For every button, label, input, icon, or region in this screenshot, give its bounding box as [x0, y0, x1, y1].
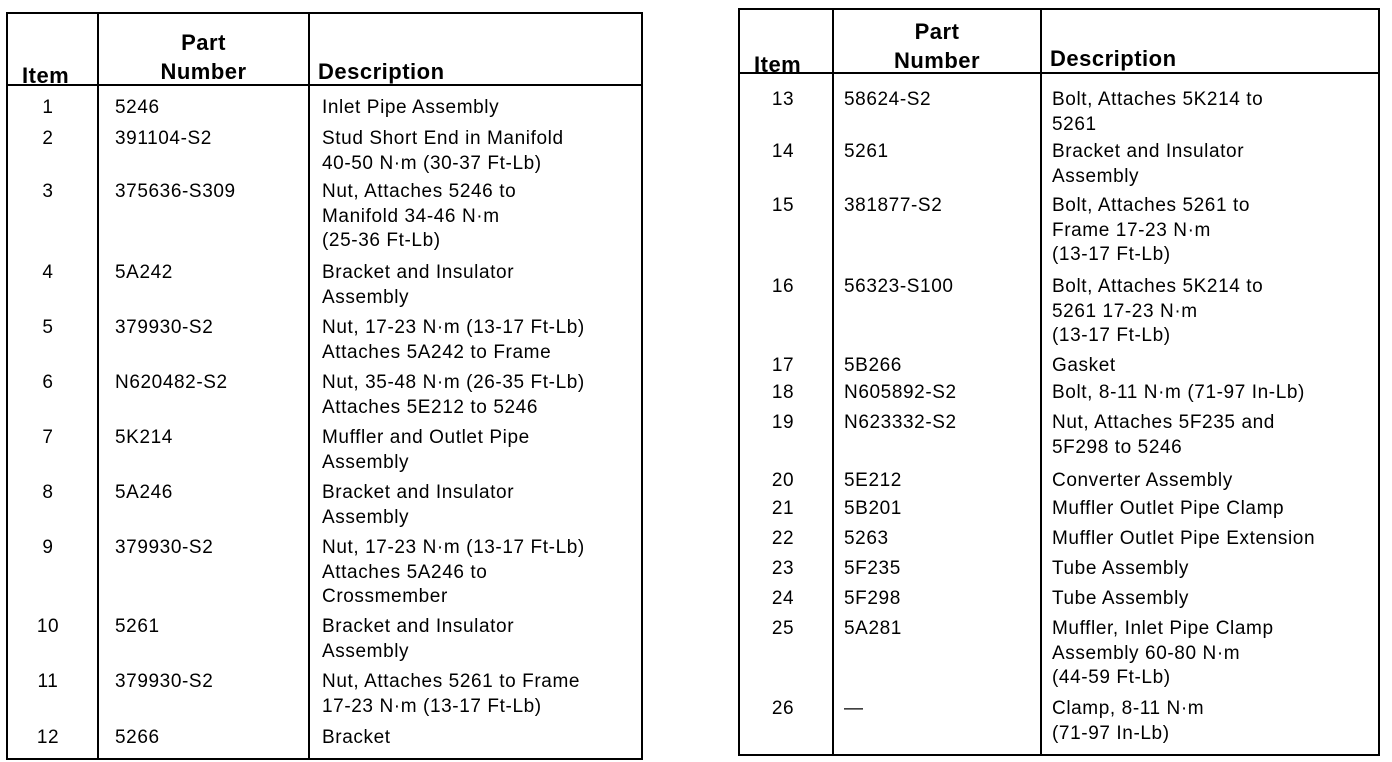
description-line: Bolt, Attaches 5K214 to	[1052, 89, 1264, 110]
description	[1052, 381, 1305, 406]
description	[1052, 587, 1189, 612]
description-line: Muffler Outlet Pipe Clamp	[1052, 498, 1285, 519]
description-line: Bolt, 8-11 N·m (71-97 In-Lb)	[1052, 382, 1305, 403]
item-number: 23	[771, 558, 795, 579]
description-line: Bracket and Insulator	[322, 616, 515, 637]
description-line: Assembly	[322, 286, 410, 308]
item-number: 20	[771, 470, 795, 491]
part-number: 5F298	[844, 588, 901, 609]
item-number: 6	[42, 372, 54, 393]
description-line: 5261	[1052, 113, 1097, 135]
header-part-number	[99, 28, 308, 86]
header-description: Description	[318, 59, 445, 84]
part-number: 5A281	[844, 618, 902, 639]
description	[322, 180, 516, 254]
header-number-line: Number	[893, 48, 981, 73]
part-number: 375636-S309	[115, 181, 236, 202]
item-number: 15	[771, 195, 795, 216]
description	[322, 426, 530, 475]
part-number: N623332-S2	[844, 412, 957, 433]
description-line: Gasket	[1052, 355, 1116, 376]
item-number: 2	[42, 128, 54, 149]
part-number: 379930-S2	[115, 671, 214, 692]
description-line: Nut, 35-48 N·m (26-35 Ft-Lb)	[322, 372, 585, 393]
column-divider	[97, 14, 99, 758]
item-number: 1	[42, 97, 54, 118]
description	[1052, 557, 1189, 582]
description-line: Converter Assembly	[1052, 470, 1233, 491]
description	[322, 371, 585, 420]
header-part-line: Part	[181, 30, 226, 55]
column-divider	[1040, 10, 1042, 754]
description-line: (44-59 Ft-Lb)	[1052, 667, 1171, 688]
part-number: N620482-S2	[115, 372, 228, 393]
item-number: 18	[771, 382, 795, 403]
description-line: 17-23 N·m (13-17 Ft-Lb)	[322, 695, 542, 717]
description-line: Bolt, Attaches 5261 to	[1052, 195, 1251, 216]
column-divider	[832, 10, 834, 754]
description-line: Stud Short End in Manifold	[322, 128, 564, 149]
item-number: 13	[771, 89, 795, 110]
description	[322, 261, 514, 310]
description-line: Muffler, Inlet Pipe Clamp	[1052, 618, 1274, 639]
part-number: 5E212	[844, 470, 902, 491]
description-line: Bolt, Attaches 5K214 to	[1052, 276, 1264, 297]
parts-table-left	[6, 12, 643, 760]
part-number: 5A242	[115, 262, 173, 283]
part-number: 5B266	[844, 355, 902, 376]
description-line: Frame 17-23 N·m	[1052, 219, 1211, 241]
description	[1052, 354, 1116, 379]
item-number: 10	[36, 616, 60, 637]
item-number: 22	[771, 528, 795, 549]
item-number: 17	[771, 355, 795, 376]
description	[322, 481, 514, 530]
part-number: 5263	[844, 528, 889, 549]
column-divider	[308, 14, 310, 758]
item-number: 16	[771, 276, 795, 297]
part-number: 5B201	[844, 498, 902, 519]
description-line: Bracket and Insulator	[1052, 141, 1245, 162]
item-number: 19	[771, 412, 795, 433]
part-number: 58624-S2	[844, 89, 932, 110]
description	[1052, 140, 1244, 189]
part-number: 391104-S2	[115, 128, 212, 149]
description-line: Tube Assembly	[1052, 588, 1189, 609]
part-number: 381877-S2	[844, 195, 943, 216]
description-line: Nut, 17-23 N·m (13-17 Ft-Lb)	[322, 537, 585, 558]
header-item: Item	[22, 63, 70, 88]
header-number-line: Number	[160, 59, 247, 84]
description-line: Inlet Pipe Assembly	[322, 97, 500, 118]
description-line: Attaches 5A246 to	[322, 561, 488, 583]
item-number: 11	[37, 671, 59, 692]
description	[322, 670, 580, 719]
item-number: 5	[42, 317, 54, 338]
item-number: 9	[42, 537, 54, 558]
part-number: 5F235	[844, 558, 901, 579]
part-number: 56323-S100	[844, 276, 954, 297]
description	[1052, 497, 1284, 522]
description	[1052, 88, 1263, 137]
part-number: 379930-S2	[115, 537, 214, 558]
description	[1052, 411, 1275, 460]
part-number: —	[844, 698, 864, 719]
header-item: Item	[754, 52, 802, 77]
description	[1052, 194, 1250, 268]
part-number: 5A246	[115, 482, 173, 503]
item-number: 8	[42, 482, 54, 503]
part-number: 5261	[844, 141, 889, 162]
description-line: Bracket and Insulator	[322, 482, 515, 503]
item-number: 25	[771, 618, 795, 639]
description-line: 5261 17-23 N·m	[1052, 300, 1198, 322]
description	[322, 316, 585, 365]
header-part-number	[834, 17, 1040, 75]
item-number: 4	[42, 262, 54, 283]
description-line: Muffler and Outlet Pipe	[322, 427, 530, 448]
description	[1052, 617, 1274, 691]
part-number: 5246	[115, 97, 160, 118]
description-line: Attaches 5A242 to Frame	[322, 341, 552, 363]
description-line: 40-50 N·m (30-37 Ft-Lb)	[322, 152, 542, 174]
description-line: Nut, Attaches 5261 to Frame	[322, 671, 581, 692]
part-number: 5261	[115, 616, 160, 637]
description-line: (13-17 Ft-Lb)	[1052, 325, 1171, 346]
description-line: (13-17 Ft-Lb)	[1052, 244, 1171, 265]
description	[1052, 697, 1204, 746]
description-line: Assembly	[1052, 165, 1140, 187]
parts-table-right	[738, 8, 1380, 756]
description	[322, 615, 514, 664]
description	[1052, 469, 1233, 494]
description-line: (71-97 In-Lb)	[1052, 722, 1170, 744]
description	[322, 127, 564, 176]
header-part-line: Part	[914, 19, 960, 44]
description-line: Bracket	[322, 727, 391, 748]
description	[322, 96, 499, 121]
item-number: 21	[771, 498, 795, 519]
description-line: Assembly	[322, 640, 410, 662]
header-description: Description	[1050, 46, 1177, 71]
description-line: Muffler Outlet Pipe Extension	[1052, 528, 1316, 549]
description-line: Crossmember	[322, 586, 448, 607]
description-line: Tube Assembly	[1052, 558, 1189, 579]
item-number: 24	[771, 588, 795, 609]
item-number: 3	[42, 181, 54, 202]
description-line: Assembly	[322, 451, 410, 473]
description-line: Clamp, 8-11 N·m	[1052, 698, 1205, 719]
description-line: 5F298 to 5246	[1052, 436, 1183, 458]
item-number: 26	[771, 698, 795, 719]
part-number: N605892-S2	[844, 382, 957, 403]
part-number: 5266	[115, 727, 160, 748]
description	[322, 726, 391, 751]
description-line: Manifold 34-46 N·m	[322, 205, 500, 227]
description-line: Assembly	[322, 506, 410, 528]
item-number: 14	[771, 141, 795, 162]
description-line: Attaches 5E212 to 5246	[322, 396, 539, 418]
description-line: Bracket and Insulator	[322, 262, 515, 283]
part-number: 379930-S2	[115, 317, 214, 338]
description-line: Nut, 17-23 N·m (13-17 Ft-Lb)	[322, 317, 585, 338]
description-line: Assembly 60-80 N·m	[1052, 642, 1241, 664]
item-number: 12	[36, 727, 60, 748]
description-line: (25-36 Ft-Lb)	[322, 230, 441, 251]
part-number: 5K214	[115, 427, 173, 448]
item-number: 7	[42, 427, 54, 448]
description-line: Nut, Attaches 5246 to	[322, 181, 517, 202]
description	[322, 536, 585, 610]
description-line: Nut, Attaches 5F235 and	[1052, 412, 1275, 433]
description	[1052, 275, 1263, 349]
description	[1052, 527, 1315, 552]
